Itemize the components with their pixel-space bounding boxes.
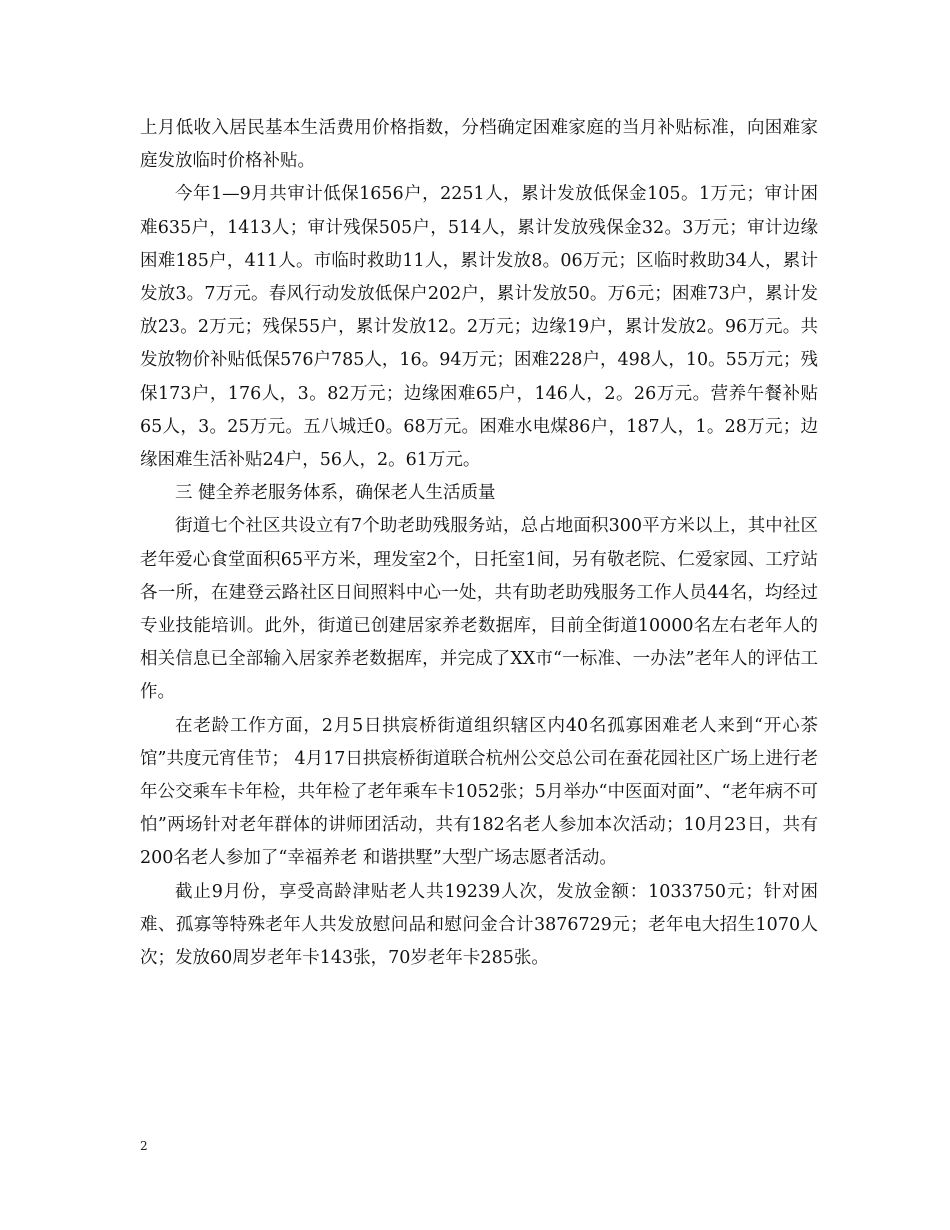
paragraph-assistance-statistics: 今年1—9月共审计低保1656户，2251人，累计发放低保金105。1万元；审计困难635户，1413人；审计残保505户，514人，累计发放残保金32。3万元；审计边缘困难185户，411人。市临时救助11人，累计发放8。06万元；区临时救助34人，累计发放3。7万元。春风行动发放低保户202户，累计发放50。万6元；困难73户，累计发放23。2万元；残保55户，累计发放12。2万元；边缘19户，累计发放2。96万元。共发放物价补贴低保576户785人，16。94万元；困难228户，498人，10。55万元；残保173户，176人，3。82万元；边缘困难65户，146人，2。26万元。营养午餐补贴65人，3。25万元。五八城迁0。68万元。困难水电煤86户，187人，1。28万元；边缘困难生活补贴24户，56人，2。61万元。 (140, 184, 818, 471)
paragraph-elderly-activities: 在老龄工作方面，2月5日拱宸桥街道组织辖区内40名孤寡困难老人来到“开心茶馆”共度元宵佳节； 4月17日拱宸桥街道联合杭州公交总公司在蚕花园社区广场上进行老年公交乘车卡年检，共年检了老年乘车卡1052张；5月举办“中医面对面”、“老年病不可怕”两场针对老年群体的讲师团活动，共有182名老人参加本次活动；10月23日，共有200名老人参加了“幸福养老 和谐拱墅”大型广场志愿者活动。 (140, 715, 818, 869)
section-heading-elderly-services: 三 健全养老服务体系，确保老人生活质量 (175, 483, 496, 504)
paragraph-service-stations: 街道七个社区共设立有7个助老助残服务站，总占地面积300平方米以上，其中社区老年爱心食堂面积65平方米，理发室2个，日托室1间，另有敬老院、仁爱家园、工疗站各一所，在建登云路社区日间照料中心一处，共有助老助残服务工作人员44名，均经过专业技能培训。此外，街道已创建居家养老数据库，目前全街道10000名左右老年人的相关信息已全部输入居家养老数据库，并完成了XX市“一标准、一办法”老年人的评估工作。 (140, 516, 818, 703)
page-number: 2 (140, 1139, 148, 1153)
paragraph-elderly-allowance: 截止9月份，享受高龄津贴老人共19239人次，发放金额：1033750元；针对困难、孤寡等特殊老年人共发放慰问品和慰问金合计3876729元；老年电大招生1070人次；发放60周岁老年卡143张，70岁老年卡285张。 (140, 881, 818, 969)
paragraph-price-subsidy: 上月低收入居民基本生活费用价格指数，分档确定困难家庭的当月补贴标准，向困难家庭发放临时价格补贴。 (140, 118, 818, 172)
document-body (140, 112, 818, 975)
